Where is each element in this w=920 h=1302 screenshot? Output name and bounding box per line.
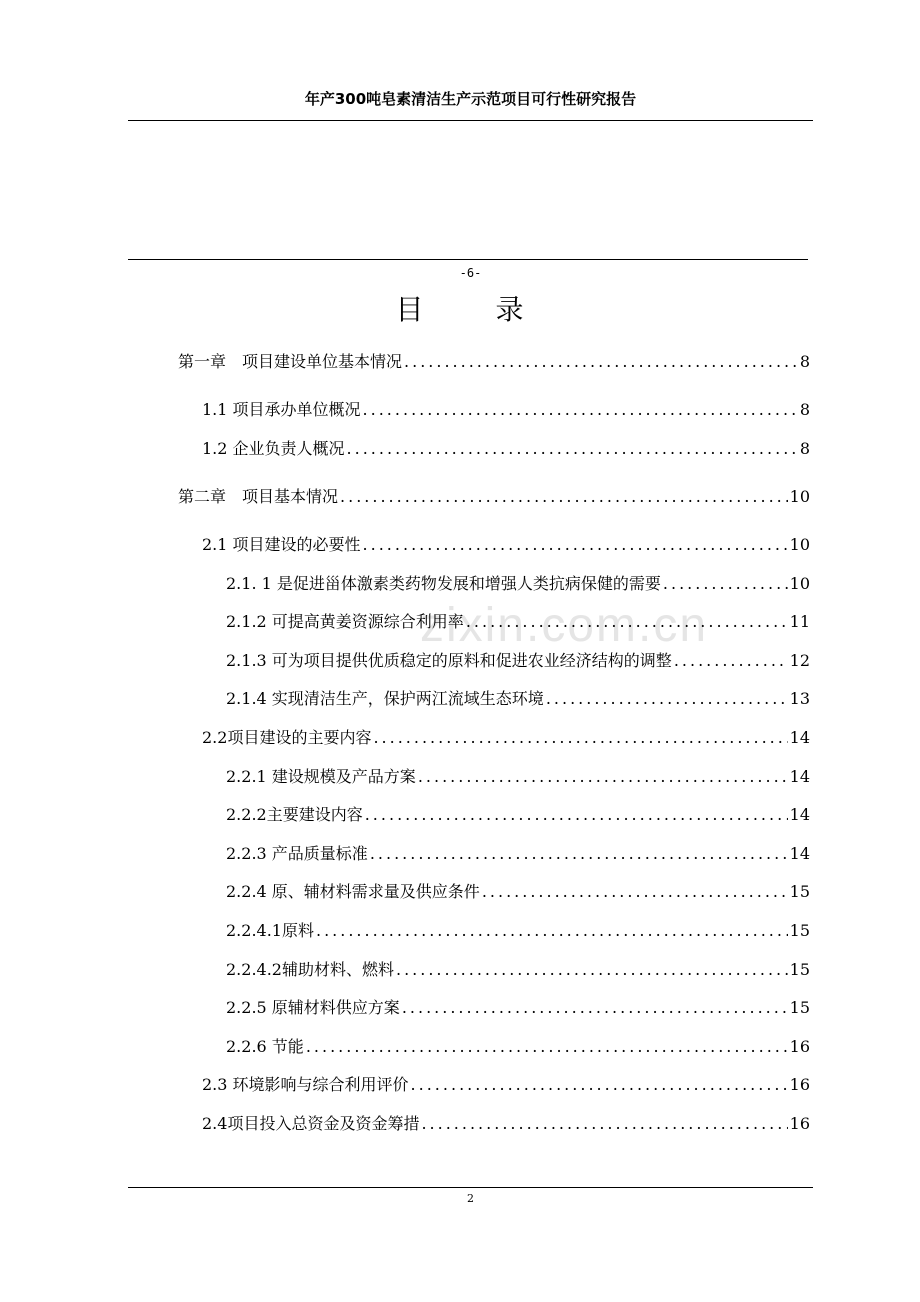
- toc-leader-dots: [365, 803, 788, 827]
- toc-entry-label: 1.1 项目承办单位概况: [202, 400, 361, 419]
- footer-page-number: 2: [467, 1192, 474, 1205]
- toc-entry-2-2-3[interactable]: [226, 842, 810, 866]
- toc-leader-dots: [421, 1112, 787, 1136]
- toc-entry-label: 2.1.2 可提高黄姜资源综合利用率: [226, 612, 464, 631]
- toc-entry-page: 11: [789, 612, 810, 631]
- toc-entry-2-1-2[interactable]: [226, 610, 810, 634]
- toc-entry-page: 10: [789, 574, 810, 593]
- toc-leader-dots: [674, 649, 788, 673]
- toc-entry-1-2[interactable]: [202, 437, 810, 461]
- toc-entry-label: 2.2.6 节能: [226, 1037, 304, 1056]
- toc-entry-2-1[interactable]: [202, 533, 810, 557]
- toc-leader-dots: [466, 610, 788, 634]
- toc-leader-dots: [306, 1035, 788, 1059]
- toc-entry-label: 2.3 环境影响与综合利用评价: [202, 1075, 409, 1094]
- toc-entry-2-3[interactable]: [202, 1073, 810, 1097]
- toc-entry-2-2[interactable]: [202, 726, 810, 750]
- toc-entry-2-1-1[interactable]: [226, 572, 810, 596]
- toc-entry-label: 2.2.3 产品质量标准: [226, 844, 368, 863]
- toc-entry-2-4[interactable]: [202, 1112, 810, 1136]
- toc-leader-dots: [340, 485, 788, 509]
- previous-page-number: -6-: [459, 266, 482, 280]
- toc-entry-2-2-4[interactable]: [226, 880, 810, 904]
- toc-entry-2-2-2[interactable]: [226, 803, 810, 827]
- toc-entry-label: 2.1. 1 是促进甾体激素类药物发展和增强人类抗病保健的需要: [226, 574, 661, 593]
- toc-entry-page: 15: [789, 921, 810, 940]
- header-rule: [128, 120, 813, 121]
- toc-entry-label: 2.4项目投入总资金及资金筹措: [202, 1114, 420, 1133]
- toc-entry-label: 2.1.3 可为项目提供优质稳定的原料和促进农业经济结构的调整: [226, 651, 672, 670]
- toc-leader-dots: [546, 687, 788, 711]
- toc-leader-dots: [316, 919, 788, 943]
- toc-leader-dots: [396, 958, 788, 982]
- toc-leader-dots: [663, 572, 788, 596]
- toc-entry-page: 10: [789, 487, 810, 506]
- toc-entry-2-1-3[interactable]: [226, 649, 810, 673]
- toc-entry-page: 15: [789, 882, 810, 901]
- toc-entry-page: 14: [789, 805, 810, 824]
- toc-leader-dots: [370, 842, 788, 866]
- toc-leader-dots: [373, 726, 787, 750]
- toc-leader-dots: [482, 880, 788, 904]
- toc-leader-dots: [418, 765, 788, 789]
- toc-entry-1-1[interactable]: [202, 398, 810, 422]
- toc-entry-label: 2.2.4 原、辅材料需求量及供应条件: [226, 882, 480, 901]
- toc-entry-label: 第二章 项目基本情况: [178, 487, 339, 506]
- toc-title: 目 录: [395, 293, 546, 326]
- toc-entry-label: 第一章 项目建设单位基本情况: [178, 352, 403, 371]
- toc-entry-2-1-4[interactable]: [226, 687, 810, 711]
- page-break-rule: [128, 259, 808, 260]
- toc-entry-label: 2.2.1 建设规模及产品方案: [226, 767, 416, 786]
- toc-entry-label: 2.2项目建设的主要内容: [202, 728, 372, 747]
- toc-entry-page: 12: [789, 651, 810, 670]
- toc-entry-page: 8: [799, 352, 810, 371]
- toc-entry-page: 14: [789, 767, 810, 786]
- toc-entry-page: 14: [789, 844, 810, 863]
- toc-entry-chapter-2[interactable]: [178, 485, 810, 509]
- toc-entry-label: 1.2 企业负责人概况: [202, 439, 345, 458]
- toc-leader-dots: [404, 350, 798, 374]
- watermark: zixin.com.cn: [420, 599, 709, 652]
- toc-entry-chapter-1[interactable]: [178, 350, 810, 374]
- toc-entry-label: 2.1.4 实现清洁生产，保护两江流域生态环境: [226, 689, 544, 708]
- toc-entry-2-2-1[interactable]: [226, 765, 810, 789]
- toc-entry-page: 16: [789, 1075, 810, 1094]
- toc-leader-dots: [402, 996, 788, 1020]
- toc-entry-label: 2.2.4.1原料: [226, 921, 314, 940]
- toc-entry-page: 15: [789, 998, 810, 1017]
- toc-entry-2-2-4-2[interactable]: [226, 958, 810, 982]
- toc-entry-page: 10: [789, 535, 810, 554]
- toc-entry-page: 14: [789, 728, 810, 747]
- toc-entry-2-2-6[interactable]: [226, 1035, 810, 1059]
- toc-entry-label: 2.2.2主要建设内容: [226, 805, 363, 824]
- toc-entry-2-2-4-1[interactable]: [226, 919, 810, 943]
- toc-leader-dots: [347, 437, 798, 461]
- report-header-title: 年产300吨皂素清洁生产示范项目可行性研究报告: [304, 90, 637, 108]
- toc-leader-dots: [363, 398, 798, 422]
- toc-entry-label: 2.1 项目建设的必要性: [202, 535, 361, 554]
- toc-entry-page: 8: [799, 439, 810, 458]
- toc-entry-page: 13: [789, 689, 810, 708]
- toc-entry-page: 16: [789, 1037, 810, 1056]
- toc-entry-page: 8: [799, 400, 810, 419]
- toc-leader-dots: [411, 1073, 788, 1097]
- toc-entry-page: 15: [789, 960, 810, 979]
- footer-rule: [128, 1187, 813, 1188]
- toc-entry-label: 2.2.4.2辅助材料、燃料: [226, 960, 394, 979]
- toc-leader-dots: [363, 533, 788, 557]
- toc-entry-label: 2.2.5 原辅材料供应方案: [226, 998, 400, 1017]
- toc-entry-2-2-5[interactable]: [226, 996, 810, 1020]
- toc-entry-page: 16: [789, 1114, 810, 1133]
